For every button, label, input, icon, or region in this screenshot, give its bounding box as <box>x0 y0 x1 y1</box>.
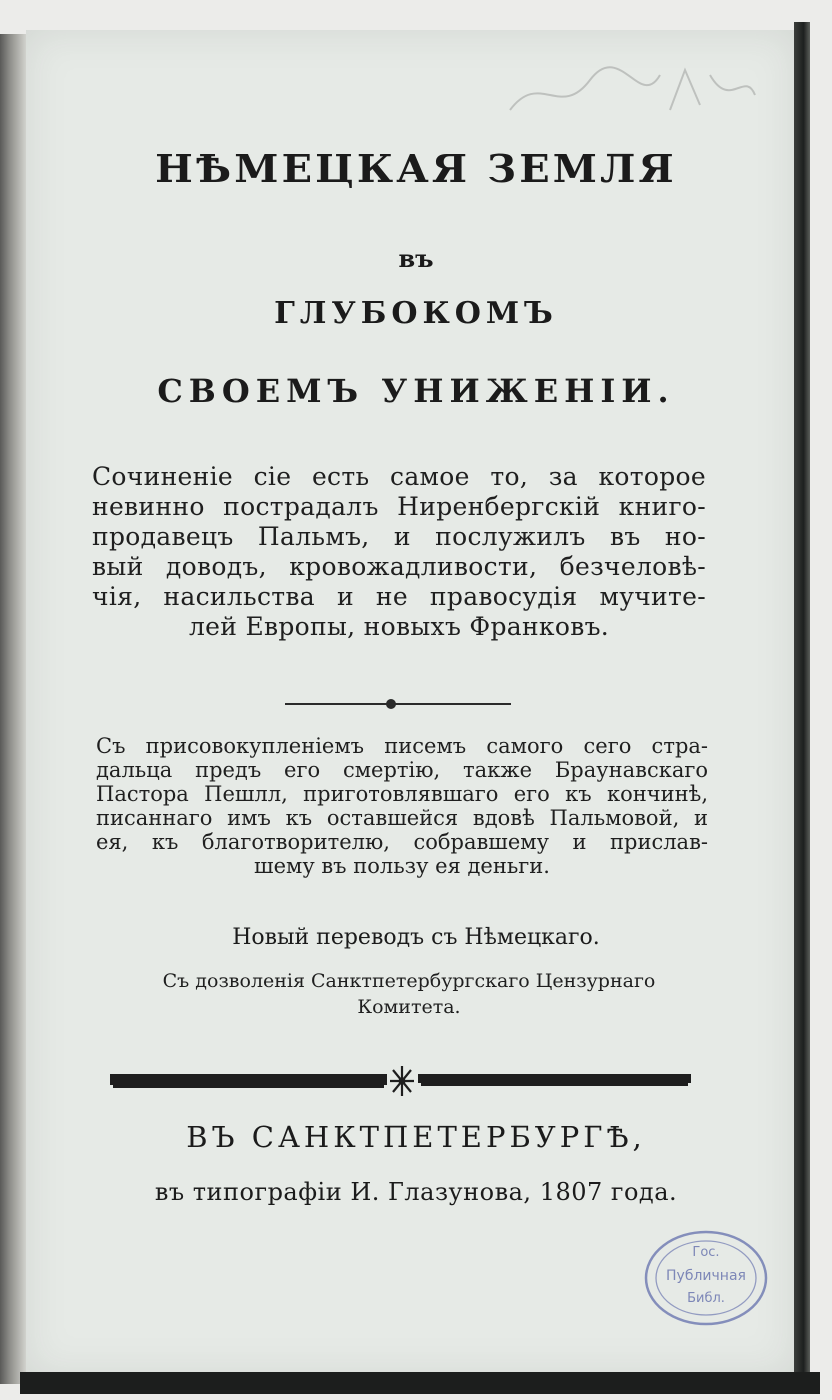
censorship-permission <box>126 968 692 1020</box>
permission-line-2: Комитета. <box>357 996 461 1018</box>
appendix-line: дальца предъ его смертію, также Браунавскаго <box>96 758 708 782</box>
ornamental-rule-left <box>110 1074 387 1085</box>
description-line: чія, насильства и не правосудія мучите- <box>92 582 706 611</box>
description-line: Сочиненіе сіе есть самое то, за которое <box>92 462 706 491</box>
appendix-paragraph <box>96 734 708 878</box>
book-title: НѢМЕЦКАЯ ЗЕМЛЯ <box>155 146 677 191</box>
description-line: продавецъ Пальмъ, и послужилъ въ но- <box>92 522 706 551</box>
appendix-line: шему въ пользу ея деньги. <box>254 854 550 878</box>
description-line: лей Европы, новыхъ Франковъ. <box>188 612 610 641</box>
divider-rule <box>285 703 511 705</box>
description-line: невинно пострадалъ Ниренбергскій книго- <box>92 492 706 521</box>
pencil-inscription <box>500 50 760 130</box>
title-preposition: въ <box>398 244 434 273</box>
stamp-line-1: Гос. <box>692 1245 720 1260</box>
stamp-line-3: Библ. <box>687 1291 725 1306</box>
appendix-line: писаннаго имъ къ оставшейся вдовѣ Пальмовой, и <box>96 806 708 830</box>
ornament-icon <box>387 1064 417 1098</box>
page-edge-bottom <box>20 1372 820 1394</box>
translation-note: Новый переводъ съ Нѣмецкаго. <box>232 925 600 950</box>
permission-line-1: Съ дозволенія Санктпетербургскаго Цензурнаго <box>162 970 656 992</box>
imprint-printer: въ типографіи И. Глазунова, 1807 года. <box>154 1178 678 1206</box>
stamp-line-2: Публичная <box>666 1268 746 1284</box>
description-paragraph <box>92 462 706 642</box>
subtitle-line-2: СВОЕМЪ УНИЖЕНIИ. <box>157 372 675 410</box>
ornamental-rule-right <box>418 1074 691 1083</box>
imprint-city: ВЪ САНКТПЕТЕРБУРГѢ, <box>186 1120 646 1154</box>
appendix-line: Съ присовокупленіемъ писемъ самого сего стра- <box>96 734 708 758</box>
library-stamp <box>642 1228 770 1328</box>
appendix-line: ея, къ благотворителю, собравшему и прислав- <box>96 830 708 854</box>
divider-dot <box>386 699 396 709</box>
description-line: вый доводъ, кровожадливости, безчеловѣ- <box>92 552 706 581</box>
appendix-line: Пастора Пешлл, приготовлявшаго его къ кончинѣ, <box>96 782 708 806</box>
subtitle-line-1: ГЛУБОКОМЪ <box>274 296 558 331</box>
